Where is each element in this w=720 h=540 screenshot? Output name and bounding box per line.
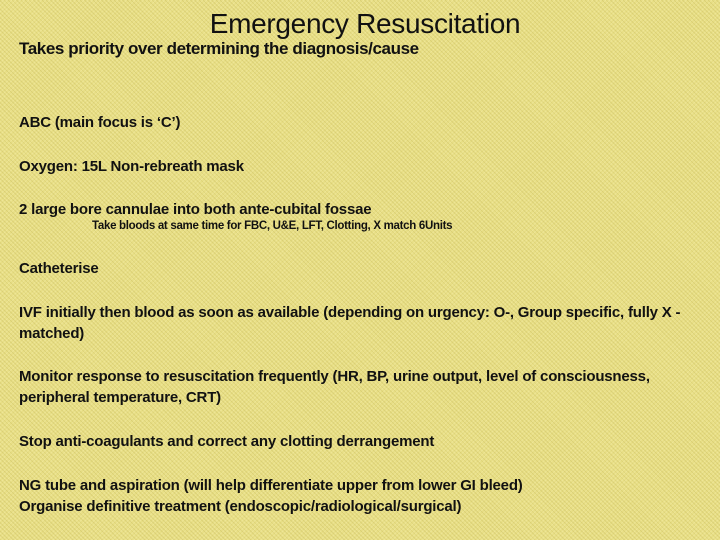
bullet-oxygen: Oxygen: 15L Non-rebreath mask	[19, 158, 244, 175]
bullet-ivf: IVF initially then blood as soon as available (depending on urgency: O-, Group specific, fully X -matched)	[19, 304, 681, 342]
bullet-priority: Takes priority over determining the diagnosis/cause	[19, 39, 419, 58]
bullet-anticoagulants: Stop anti-coagulants and correct any clotting derrangement	[19, 433, 435, 450]
slide-title: Emergency Resuscitation	[209, 8, 521, 39]
bullet-catheterise: Catheterise	[19, 260, 99, 277]
bullet-definitive-treatment: Organise definitive treatment (endoscopic/radiological/surgical)	[19, 498, 462, 515]
bullet-abc: ABC (main focus is ‘C’)	[19, 114, 181, 131]
bullet-cannulae: 2 large bore cannulae into both ante-cubital fossae	[19, 201, 372, 218]
sub-bullet-bloods: Take bloods at same time for FBC, U&E, LFT, Clotting, X match 6Units	[92, 220, 453, 232]
bullet-monitor: Monitor response to resuscitation frequently (HR, BP, urine output, level of consciousness, peripheral temperature, CRT)	[19, 368, 650, 406]
bullet-ng-tube: NG tube and aspiration (will help differentiate upper from lower GI bleed)	[19, 477, 523, 494]
